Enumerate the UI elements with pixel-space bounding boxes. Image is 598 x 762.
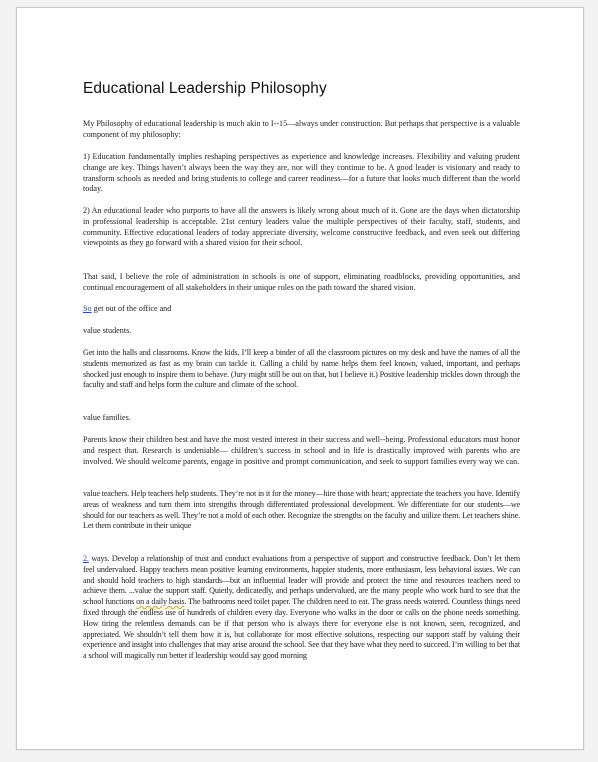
paragraph-1: 1) Education fundamentally implies reshaping perspectives as experience and knowledge increases. Flexibility and valuing prudent change are key. Things haven’t always been the way they are, nor will they continue to be. A good leader is visionary and ready to transform schools as needed and bring students to college and career readiness—for a future that looks much different than the world today. [83,152,520,194]
paragraph-4-text: get out of the office and [91,304,172,313]
paragraph-3: That said, I believe the role of administration in schools is one of support, eliminating roadblocks, providing opportunities, and continual encouragement of all stakeholders in their unique roles on the path toward the shared vision. [83,272,520,292]
list-number-link[interactable]: 2. [83,554,89,563]
so-link[interactable]: So [83,304,92,313]
paragraph-intro: My Philosophy of educational leadership is much akin to I--15—always under construction. But perhaps that perspective is a valuable component of my philosophy: [83,119,520,139]
document-title: Educational Leadership Philosophy [83,80,327,97]
paragraph-10 [83,554,520,662]
paragraph-10-text-b: . The bathrooms need toilet paper. The children need to eat. The grass needs watered. Countless things need fixed through the endless use of hundreds of children every day. Everyone who walks in the door or calls on the phone needs something. How tiring the relentless demands can be if that person who is always there for everyone else is not known, seen, recognized, and appreciated. We shouldn’t tell them how it is, but collaborate for most effective solutions, respecting our support staff by valuing their experience and insight into challenges that may arise around the school. See that they have what they need to succeed. I’m willing to bet that a school will magically run better if leadership would say good morning [83,597,521,661]
paragraph-6: Get into the halls and classrooms. Know the kids. I’ll keep a binder of all the classroom pictures on my desk and have the names of all the students memorized as fast as my brain can tackle it. Calling a child by name helps them feel known, valued, important, and perhaps shocked just enough to inspire them to behave. (Jury might still be out on that, but I believe it.) Positive leadership trickles down through the faculty and staff and helps form the culture and climate of the school. [83,348,520,390]
grammar-flag[interactable]: on a daily basis [136,597,185,607]
paragraph-9: value teachers. Help teachers help students. They’re not in it for the money—hire those with heart; appreciate the teachers you have. Identify areas of weakness and turn them into strengths through differentiated professional development. We differentiate for our students—we should for our teachers as well. They’re not a mold of each other. Recognize the strengths on the faculty and utilize them. Let teachers shine. Let them contribute in their unique [83,489,520,531]
document-page [16,7,584,750]
paragraph-8: Parents know their children best and have the most vested interest in their success and well--being. Professional educators must honor and respect that. Research is undeniable— children’s success in school and in life is drastically improved with parents who are involved. We should welcome parents, engage in positive and prompt communication, and seek to support families every way we can. [83,435,520,466]
heading-value-families: value families. [83,413,131,422]
paragraph-2: 2) An educational leader who purports to have all the answers is likely wrong about much of it. Gone are the days when dictatorship in professional leadership is acceptable. 21st century leaders value the multiple perspectives of their faculty, staff, students, and community. Effective educational leaders of today appreciate diversity, welcome constructive feedback, and even seek out differing viewpoints as they go forward with a shared vision for their school. [83,206,520,248]
heading-value-students: value students. [83,326,132,335]
paragraph-10-text-a: ways. Develop a relationship of trust and conduct evaluations from a perspective of support and constructive feedback. Don’t let them feel undervalued. Happy teachers mean positive learning environments, happier students, more enthusiasm, less behavioral issues. We can and should hold teachers to high standards—but an influential leader will provide and protect the time and resources teachers need to achieve them. ...value the support staff. Quietly, dedicatedly, and perhaps undervalued, are the many people who work hard to see that the school functions [83,554,520,607]
paragraph-4 [83,304,520,315]
